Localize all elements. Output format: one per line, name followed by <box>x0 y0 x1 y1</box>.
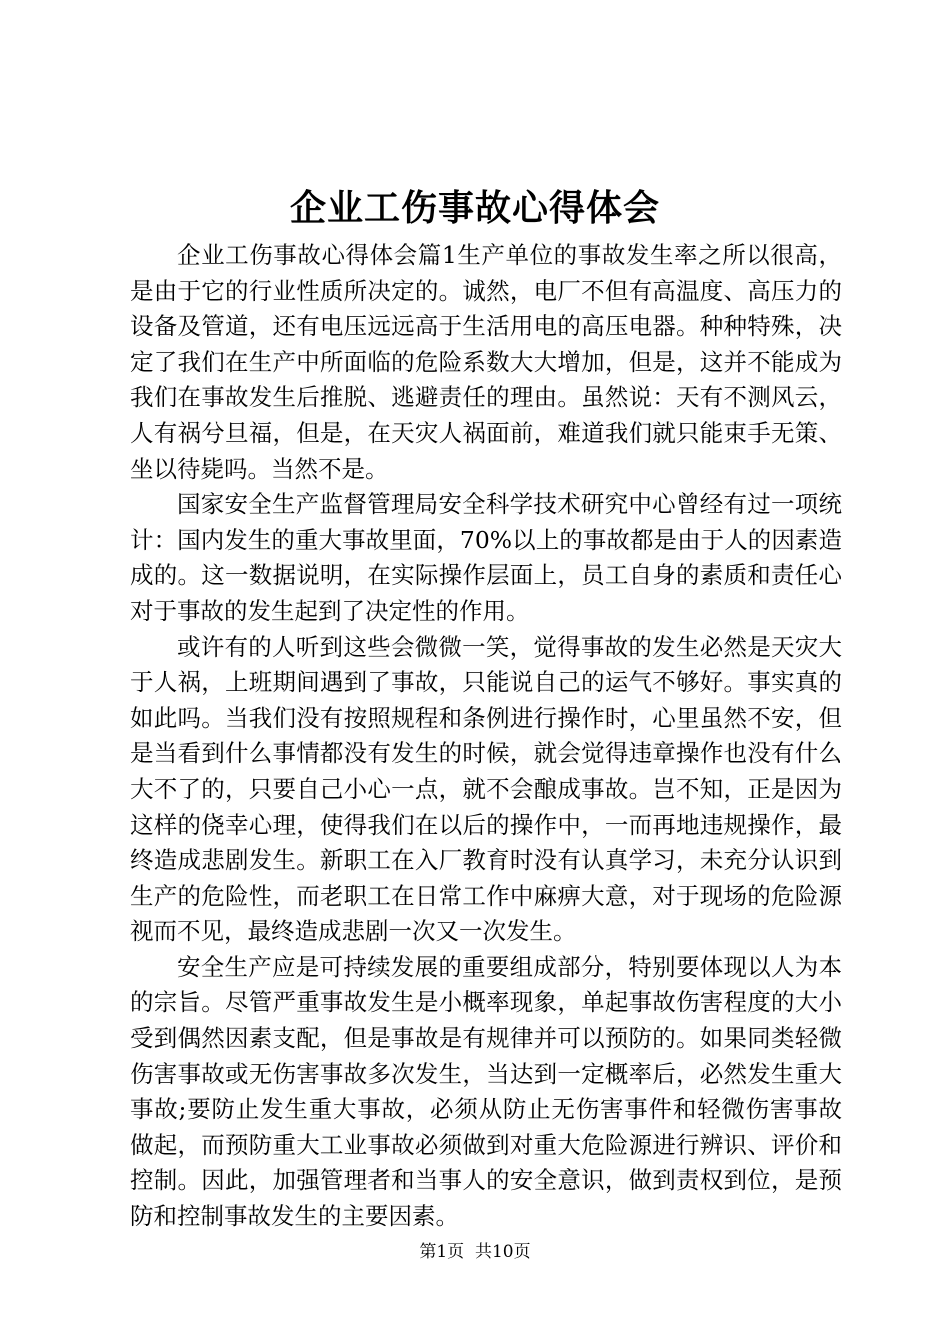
paragraph-3: 或许有的人听到这些会微微一笑，觉得事故的发生必然是天灾大于人祸，上班期间遇到了事故，只能说自己的运气不够好。事实真的如此吗。当我们没有按照规程和条例进行操作时，心里虽然不安，但是当看到什么事情都没有发生的时候，就会觉得违章操作也没有什么大不了的，只要自己小心一点，就不会酿成事故。岂不知，正是因为这样的侥幸心理，使得我们在以后的操作中，一而再地违规操作，最终造成悲剧发生。新职工在入厂教育时没有认真学习，未充分认识到生产的危险性，而老职工在日常工作中麻痹大意，对于现场的危险源视而不见，最终造成悲剧一次又一次发生。 <box>130 632 842 946</box>
paragraph-4: 安全生产应是可持续发展的重要组成部分，特别要体现以人为本的宗旨。尽管严重事故发生是小概率现象，单起事故伤害程度的大小受到偶然因素支配，但是事故是有规律并可以预防的。如果同类轻微伤害事故或无伤害事故多次发生，当达到一定概率后，必然发生重大事故;要防止发生重大事故，必须从防止无伤害事件和轻微伤害事故做起，而预防重大工业事故必须做到对重大危险源进行辨识、评价和控制。因此，加强管理者和当事人的安全意识，做到责权到位，是预防和控制事故发生的主要因素。 <box>130 952 842 1231</box>
page-number-footer: 第1页 共10页 <box>419 1242 531 1262</box>
document-title: 企业工伤事故心得体会 <box>289 187 660 229</box>
document-body <box>130 238 842 1235</box>
paragraph-2: 国家安全生产监督管理局安全科学技术研究中心曾经有过一项统计：国内发生的重大事故里面，70%以上的事故都是由于人的因素造成的。这一数据说明，在实际操作层面上，员工自身的素质和责任心对于事故的发生起到了决定性的作用。 <box>130 490 842 625</box>
paragraph-1: 企业工伤事故心得体会篇1生产单位的事故发生率之所以很高，是由于它的行业性质所决定的。诚然，电厂不但有高温度、高压力的设备及管道，还有电压远远高于生活用电的高压电器。种种特殊，决定了我们在生产中所面临的危险系数大大增加，但是，这并不能成为我们在事故发生后推脱、逃避责任的理由。虽然说：天有不测风云，人有祸兮旦福，但是，在天灾人祸面前，难道我们就只能束手无策、坐以待毙吗。当然不是。 <box>130 241 842 483</box>
